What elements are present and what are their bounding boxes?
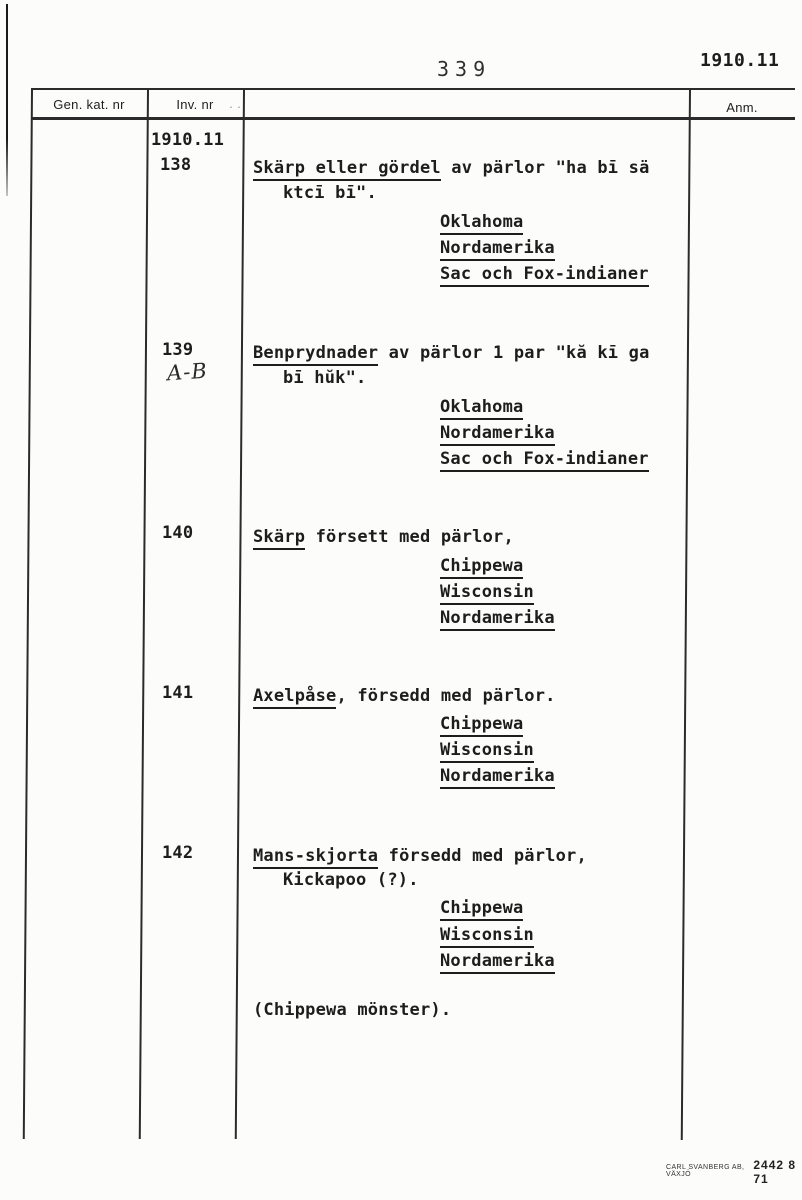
table-top-border <box>31 88 795 90</box>
entry-inv-nr: 142 <box>162 843 194 863</box>
entry-title-rest: av pärlor "ha bī sä <box>440 158 650 178</box>
entry-title: Mans-skjorta <box>253 846 378 869</box>
col-header-inv-nr: Inv. nr <box>176 97 214 112</box>
year-label: 1910.11 <box>151 130 225 150</box>
entry-title-rest: försett med pärlor, <box>305 527 514 547</box>
location-label: Nordamerika <box>440 951 555 974</box>
scan-edge-line <box>6 4 8 196</box>
location-label: Oklahoma <box>440 397 523 420</box>
printer-mark <box>666 1158 802 1186</box>
location-label: Oklahoma <box>440 212 523 235</box>
entry-inv-nr: 140 <box>162 523 194 543</box>
table-left-border <box>23 90 33 1139</box>
entry-inv-nr: 138 <box>160 155 192 175</box>
location-label: Chippewa <box>440 714 523 737</box>
entry-description-line2: bī hŭk". <box>283 368 367 388</box>
entry-description <box>253 527 514 547</box>
entry-title-rest: , försedd med pärlor. <box>336 686 556 706</box>
location-label: Nordamerika <box>440 608 555 631</box>
page-year-code: 1910.11 <box>700 50 780 71</box>
printer-code: 2442 8 71 <box>753 1158 797 1186</box>
location-label: Wisconsin <box>440 740 534 763</box>
location-label: Wisconsin <box>440 925 534 948</box>
entry-description-line2: Kickapoo (?). <box>283 870 419 890</box>
entry-inv-nr: 141 <box>162 683 194 703</box>
entry-title-rest: av pärlor 1 par "kă kī ga <box>378 343 650 363</box>
location-label: Sac och Fox-indianer <box>440 449 649 472</box>
entry-description <box>253 158 650 178</box>
table-header-divider <box>31 117 795 120</box>
entry-title: Skärp <box>253 527 305 550</box>
entry-inv-nr: 139 <box>162 340 194 360</box>
entry-suffix-handwritten: A-B <box>166 358 209 386</box>
printer-name: CARL SVANBERG AB, VÄXJÖ <box>666 1164 745 1178</box>
column-divider-inv-main <box>235 90 245 1139</box>
entry-description-line2: ktcī bī". <box>283 183 377 203</box>
location-label: Chippewa <box>440 556 523 579</box>
entry-description <box>253 343 650 363</box>
col-header-anm: Anm. <box>726 100 758 115</box>
col-header-gen-kat-nr: Gen. kat. nr <box>53 97 125 112</box>
entry-title: Benprydnader <box>253 343 378 366</box>
location-label: Chippewa <box>440 898 523 921</box>
location-label: Nordamerika <box>440 238 555 261</box>
location-label: Wisconsin <box>440 582 534 605</box>
location-label: Nordamerika <box>440 423 555 446</box>
entry-description <box>253 686 556 706</box>
inv-nr-header-marks: .. <box>228 100 245 111</box>
entry-title: Axelpåse <box>253 686 336 709</box>
page-number: 339 <box>437 57 492 81</box>
entry-description <box>253 846 587 866</box>
entry-note: (Chippewa mönster). <box>253 1000 452 1020</box>
column-divider-genkat-inv <box>139 90 149 1139</box>
location-label: Sac och Fox-indianer <box>440 264 649 287</box>
column-divider-main-anm <box>681 90 691 1140</box>
location-label: Nordamerika <box>440 766 555 789</box>
entry-title: Skärp eller gördel <box>253 158 441 181</box>
entry-title-rest: försedd med pärlor, <box>378 846 587 866</box>
